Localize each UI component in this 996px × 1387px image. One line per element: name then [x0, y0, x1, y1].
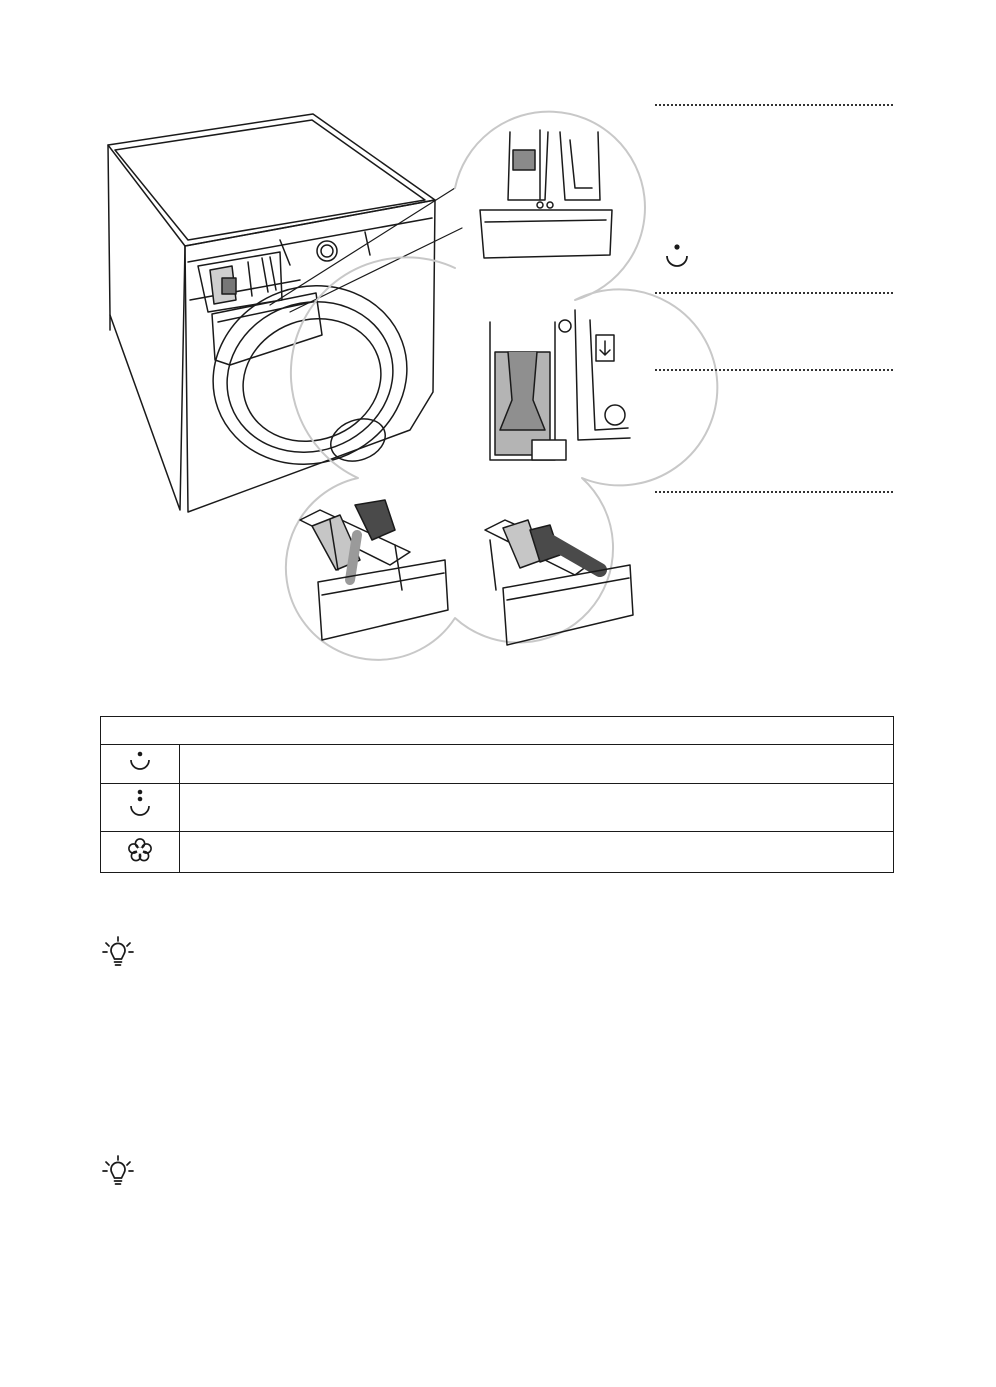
table-row [101, 832, 894, 873]
callout-divider [655, 369, 893, 371]
zoom-compartment-flap [490, 310, 630, 460]
table-header [101, 717, 894, 745]
main-wash-icon [125, 747, 155, 777]
washing-machine [108, 114, 435, 512]
lightbulb-icon [98, 934, 138, 974]
callout-divider [655, 491, 893, 493]
table-row [101, 784, 894, 832]
dispenser-illustration [0, 0, 996, 680]
row-description [180, 745, 894, 784]
softener-flower-icon [125, 835, 155, 865]
callout-divider [655, 104, 893, 106]
prewash-dot-icon [660, 240, 694, 274]
callout-divider [655, 292, 893, 294]
table-row [101, 745, 894, 784]
row-description [180, 832, 894, 873]
zoom-flap-down [300, 500, 448, 640]
symbol-table [100, 716, 894, 873]
row-description [180, 784, 894, 832]
zoom-drawer-top [480, 130, 612, 258]
lightbulb-icon [98, 1153, 138, 1193]
prewash-icon [125, 787, 155, 823]
zoom-flap-up [485, 520, 633, 645]
